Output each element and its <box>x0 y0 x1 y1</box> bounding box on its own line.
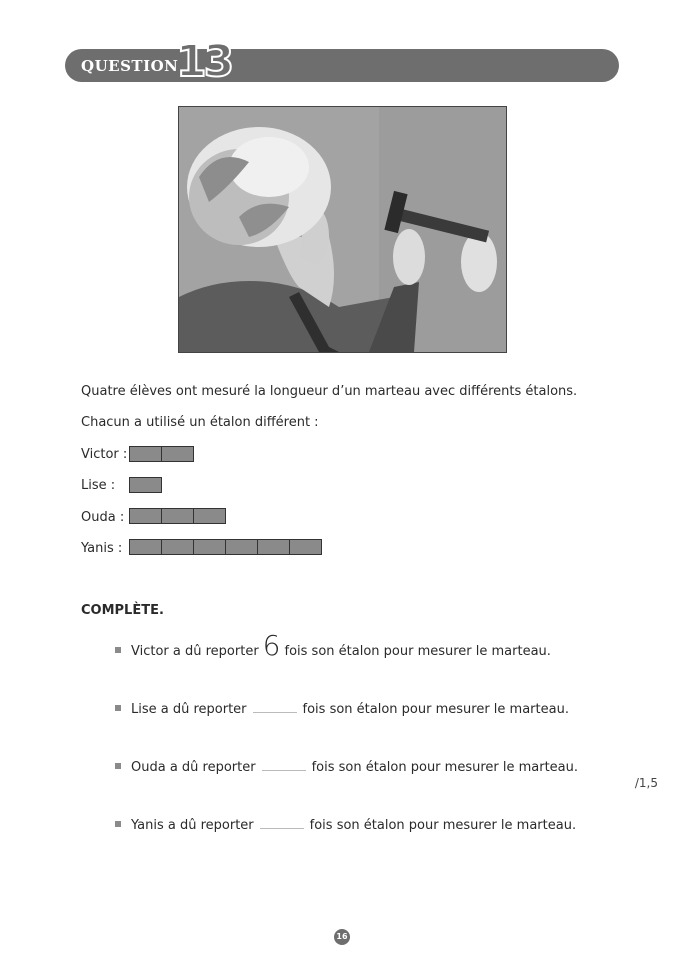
bullet-icon <box>115 705 121 711</box>
sentence-yanis <box>115 816 576 833</box>
intro-text-1: Quatre élèves ont mesuré la longueur d’un marteau avec différents étalons. <box>81 384 578 399</box>
answer-blank-yanis[interactable] <box>260 816 304 829</box>
standard-unit <box>161 446 194 462</box>
standard-unit <box>193 539 226 555</box>
standard-unit <box>289 539 322 555</box>
standard-bar-ouda <box>129 508 226 524</box>
sentence-start: Yanis a dû reporter <box>131 818 254 833</box>
standard-label-lise: Lise : <box>81 478 116 493</box>
standard-unit <box>193 508 226 524</box>
standard-label-victor: Victor : <box>81 447 128 462</box>
child-measuring-hammer-photo <box>178 106 507 353</box>
bullet-icon <box>115 821 121 827</box>
standard-unit <box>129 508 162 524</box>
intro-text-2: Chacun a utilisé un étalon différent : <box>81 415 319 430</box>
sentence-lise <box>115 700 569 717</box>
sentence-end: fois son étalon pour mesurer le marteau. <box>302 702 569 717</box>
standard-unit <box>129 539 162 555</box>
sentence-ouda <box>115 758 578 775</box>
sentence-start: Lise a dû reporter <box>131 702 247 717</box>
answer-blank-ouda[interactable] <box>262 758 306 771</box>
bullet-icon <box>115 647 121 653</box>
standard-label-ouda: Ouda : <box>81 510 125 525</box>
standard-unit <box>129 446 162 462</box>
standard-bar-yanis <box>129 539 322 555</box>
question-label: QUESTION <box>81 57 179 75</box>
standard-unit <box>161 539 194 555</box>
standard-unit <box>257 539 290 555</box>
sentence-start: Victor a dû reporter <box>131 644 259 659</box>
sentence-end: fois son étalon pour mesurer le marteau. <box>284 644 551 659</box>
bullet-icon <box>115 763 121 769</box>
question-number: 13 <box>176 36 232 87</box>
standard-unit <box>129 477 162 493</box>
sentence-victor <box>115 629 551 662</box>
sentence-end: fois son étalon pour mesurer le marteau. <box>311 760 579 775</box>
score-label: /1,5 <box>634 776 658 790</box>
standard-label-yanis: Yanis : <box>81 541 123 556</box>
sentence-start: Ouda a dû reporter <box>131 760 256 775</box>
standard-bar-victor <box>129 446 194 462</box>
page-number-badge: 16 <box>334 929 350 945</box>
standard-unit <box>225 539 258 555</box>
instruction-heading: COMPLÈTE. <box>81 603 164 618</box>
answer-blank-lise[interactable] <box>253 700 297 713</box>
answer-victor: 6 <box>262 629 281 662</box>
standard-bar-lise <box>129 477 162 493</box>
standard-unit <box>161 508 194 524</box>
sentence-end: fois son étalon pour mesurer le marteau. <box>309 818 577 833</box>
